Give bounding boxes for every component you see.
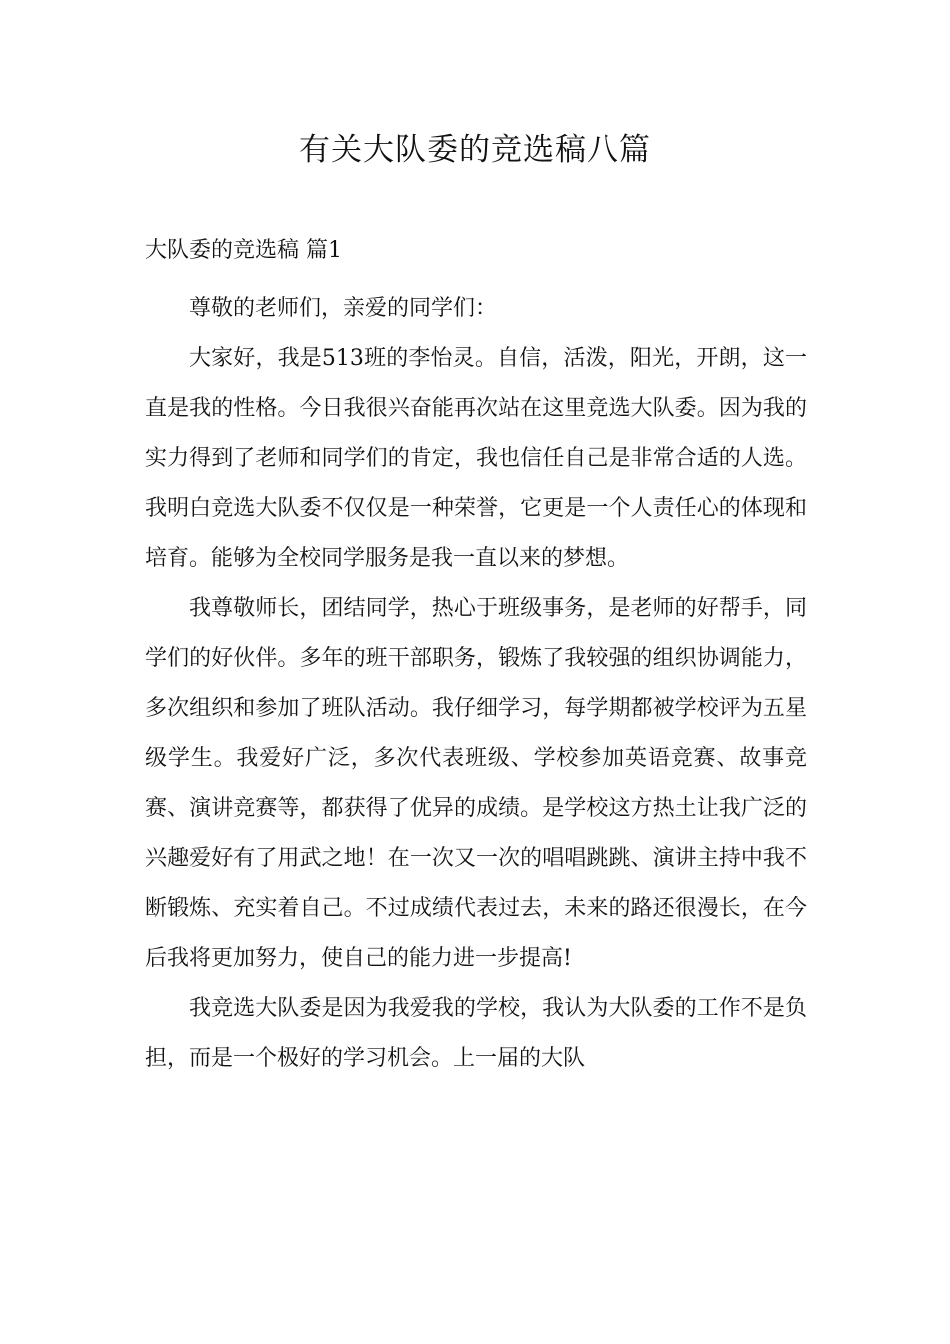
paragraph-introduction: 大家好，我是513班的李怡灵。自信，活泼，阳光，开朗，这一直是我的性格。今日我很兴奋能再次站在这里竞选大队委。因为我的实力得到了老师和同学们的肯定，我也信任自己是非常合适的人选。我明白竞选大队委不仅仅是一种荣誉，它更是一个人责任心的体现和培育。能够为全校同学服务是我一直以来的梦想。 bbox=[145, 346, 807, 571]
paragraph-motivation: 我竞选大队委是因为我爱我的学校，我认为大队委的工作不是负担，而是一个极好的学习机会。上一届的大队 bbox=[145, 996, 807, 1071]
document-body bbox=[145, 284, 807, 1084]
document-title: 有关大队委的竞选稿八篇 bbox=[299, 132, 651, 168]
paragraph-greeting: 尊敬的老师们，亲爱的同学们： bbox=[189, 296, 498, 321]
paragraph-qualifications: 我尊敬师长，团结同学，热心于班级事务，是老师的好帮手，同学们的好伙伴。多年的班干部职务，锻炼了我较强的组织协调能力，多次组织和参加了班队活动。我仔细学习，每学期都被学校评为五星级学生。我爱好广泛，多次代表班级、学校参加英语竞赛、故事竞赛、演讲竞赛等，都获得了优异的成绩。是学校这方热土让我广泛的兴趣爱好有了用武之地！在一次又一次的唱唱跳跳、演讲主持中我不断锻炼、充实着自己。不过成绩代表过去，未来的路还很漫长，在今后我将更加努力，使自己的能力进一步提高! bbox=[145, 596, 807, 971]
section-heading: 大队委的竞选稿 篇1 bbox=[145, 238, 342, 263]
